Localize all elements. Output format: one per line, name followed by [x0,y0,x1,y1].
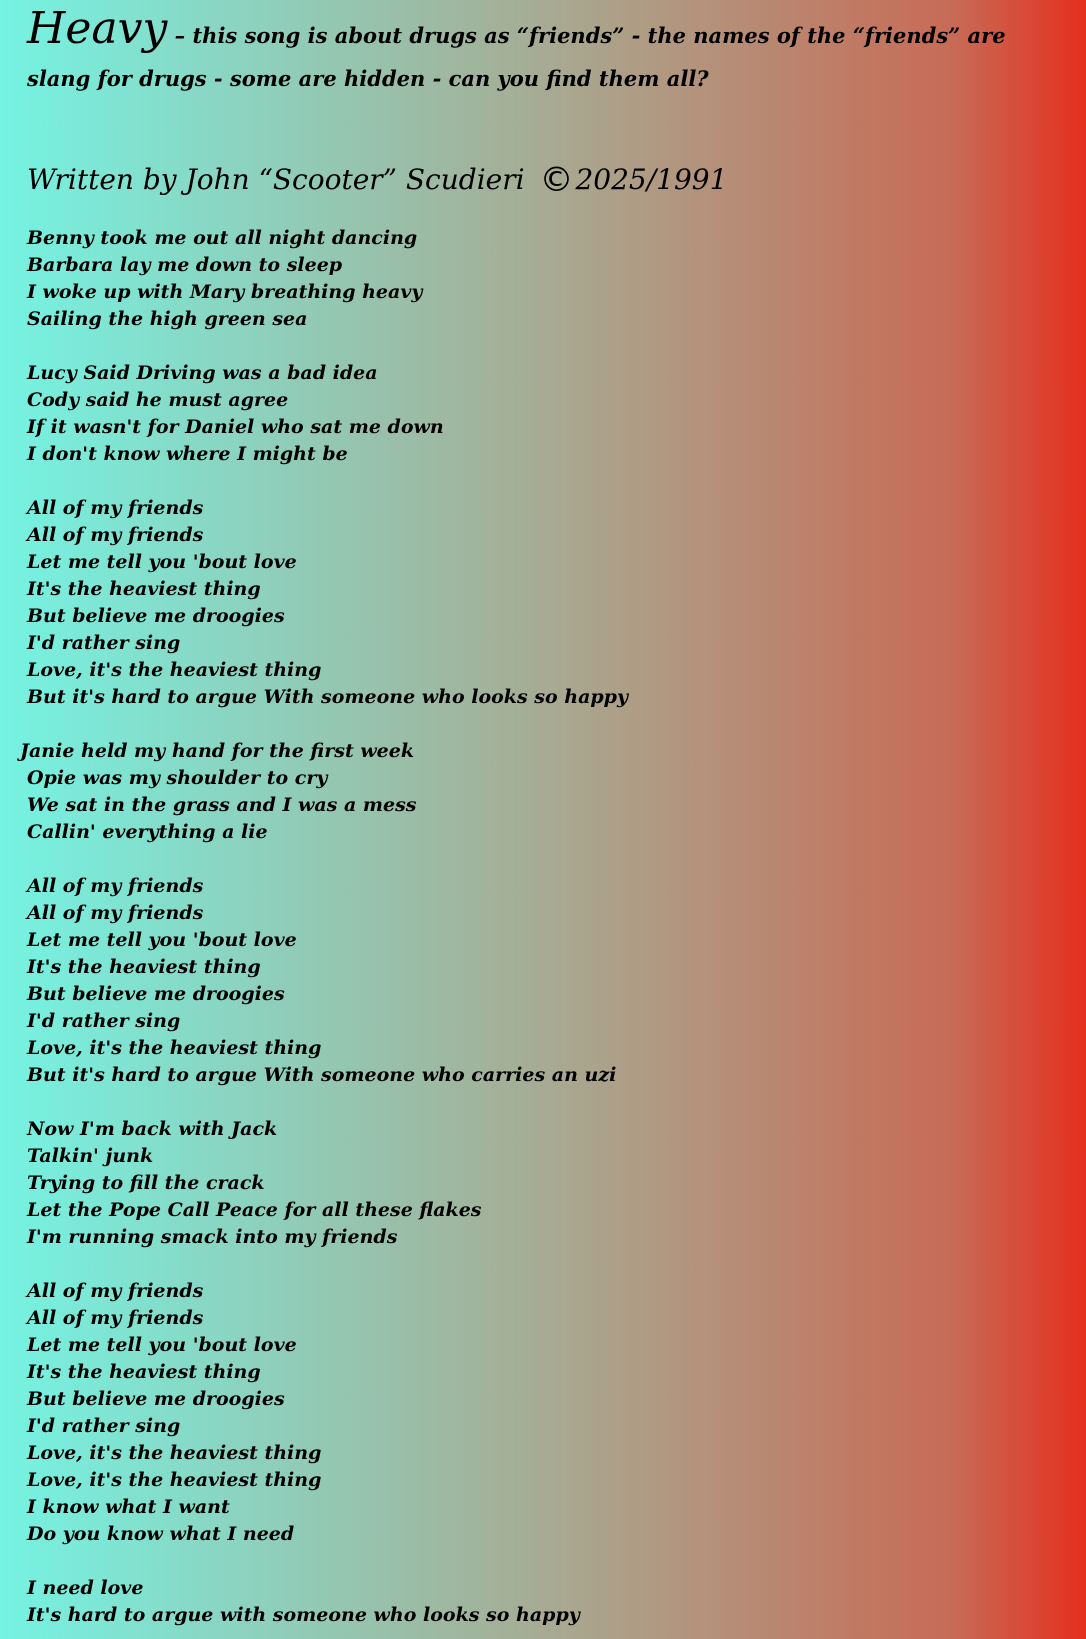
lyric-line: But believe me droogies [27,605,285,627]
stanza [27,1575,628,1629]
lyric-line: It's the heaviest thing [27,956,261,978]
lyric-line: Barbara lay me down to sleep [27,254,343,276]
lyric-line: Love, it's the heaviest thing [27,1442,322,1464]
lyric-line: But believe me droogies [27,1388,285,1410]
lyric-line: Now I'm back with Jack [27,1118,278,1140]
lyric-line: All of my friends [27,1307,204,1329]
lyric-line: Do you know what I need [27,1523,295,1545]
lyric-line: All of my friends [27,902,204,924]
lyric-line: Let the Pope Call Peace for all these flakes [27,1199,482,1221]
lyric-line: Love, it's the heaviest thing [27,1469,322,1491]
lyric-line: Janie held my hand for the first week [20,740,415,762]
song-title: Heavy [27,3,168,54]
lyric-line: Sailing the high green sea [27,308,308,330]
stanza [27,873,628,1089]
lyric-line: Let me tell you 'bout love [27,929,297,951]
lyric-line: I need love [27,1577,144,1599]
author-credit: Written by John “Scooter” Scudieri [27,163,525,196]
copyright-icon: © [539,160,574,200]
lyric-line: All of my friends [27,875,204,897]
lyric-line: I'd rather sing [27,1010,181,1032]
stanza [27,225,628,333]
lyrics-body [20,225,629,1629]
lyric-line: All of my friends [27,497,204,519]
lyric-line: Opie was my shoulder to cry [27,767,328,789]
lyric-line: All of my friends [27,524,204,546]
lyric-line: But it's hard to argue With someone who carries an uzi [27,1064,617,1086]
lyric-line: I know what I want [27,1496,230,1518]
lyric-line: It's the heaviest thing [27,1361,261,1383]
lyric-line: We sat in the grass and I was a mess [27,794,417,816]
stanza [27,360,628,468]
lyric-line: Trying to fill the crack [27,1172,265,1194]
lyric-line: Love, it's the heaviest thing [27,1037,322,1059]
lyric-line: But believe me droogies [27,983,285,1005]
stanza [27,495,628,711]
lyric-line: I woke up with Mary breathing heavy [27,281,423,303]
title-separator: – [167,23,193,48]
stanza [27,1116,628,1251]
song-intro: this song is about drugs as “friends” - the names of the “friends” are slang for drugs - some are hidden - can you find them all? [27,23,1006,91]
lyric-line: Let me tell you 'bout love [27,551,297,573]
lyric-line: Callin' everything a lie [27,821,268,843]
lyric-line: I don't know where I might be [27,443,348,465]
stanza [27,1278,628,1548]
byline [27,160,727,200]
lyric-line: All of my friends [27,1280,204,1302]
lyric-line: Cody said he must agree [27,389,289,411]
lyric-line: Lucy Said Driving was a bad idea [27,362,378,384]
lyric-line: Talkin' junk [27,1145,154,1167]
stanza [20,738,628,846]
lyric-line: I'd rather sing [27,1415,181,1437]
lyric-line: Benny took me out all night dancing [27,227,418,249]
lyric-line: It's the heaviest thing [27,578,261,600]
header [27,3,1067,101]
lyric-line: I'm running smack into my friends [27,1226,398,1248]
lyric-line: If it wasn't for Daniel who sat me down [27,416,444,438]
lyric-line: It's hard to argue with someone who looks so happy [27,1604,580,1626]
lyric-line: Love, it's the heaviest thing [27,659,322,681]
lyric-line: Let me tell you 'bout love [27,1334,297,1356]
lyric-line: But it's hard to argue With someone who looks so happy [27,686,629,708]
copyright-years: 2025/1991 [575,163,728,196]
lyric-line: I'd rather sing [27,632,181,654]
